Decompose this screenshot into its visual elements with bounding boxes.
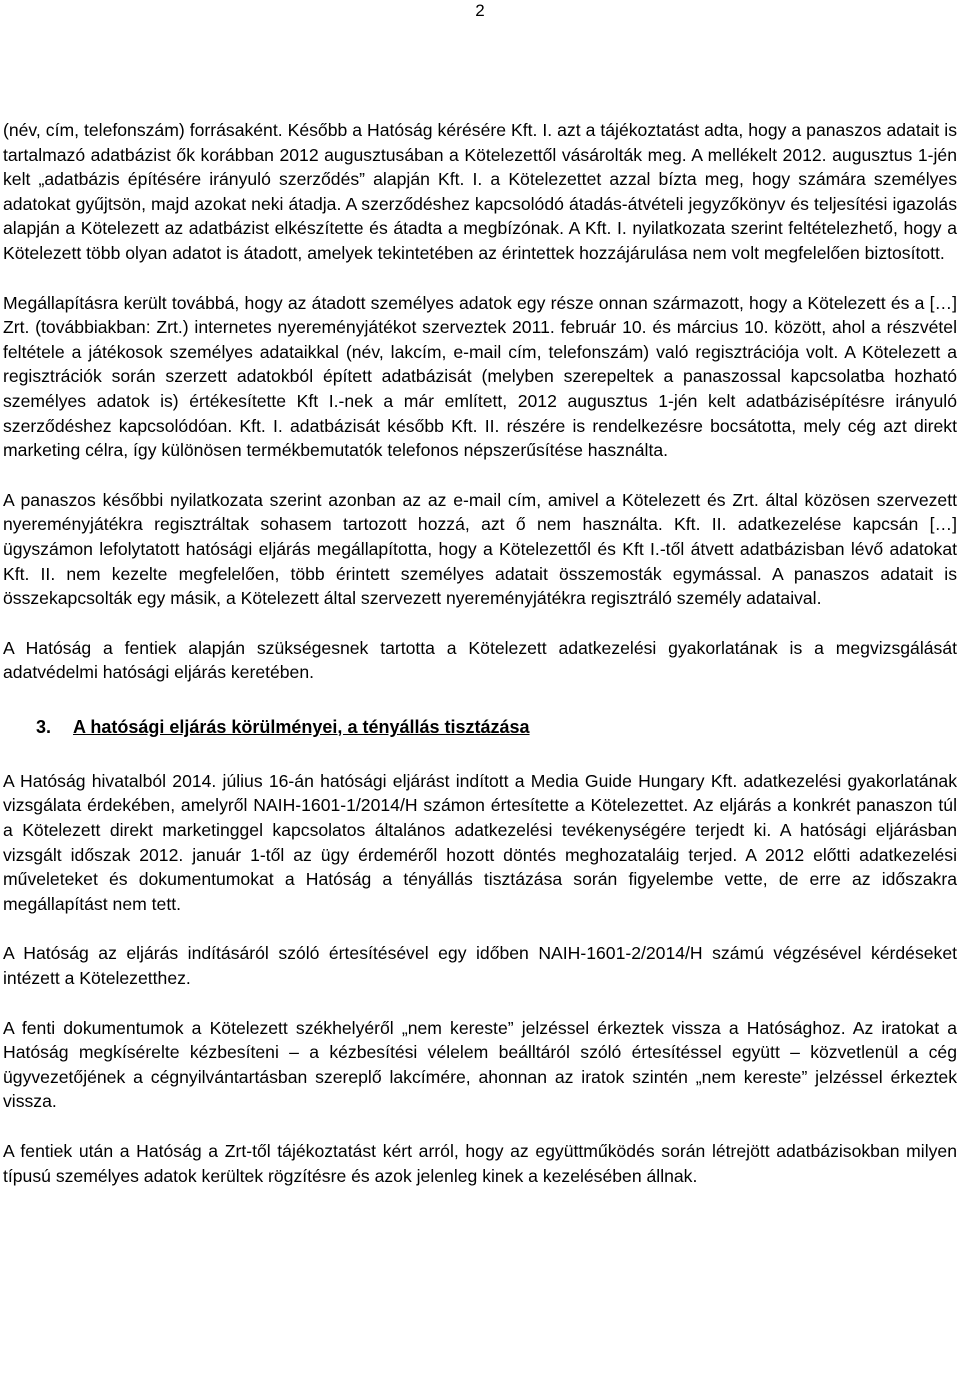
- paragraph: A Hatóság hivatalból 2014. július 16-án hatósági eljárást indított a Media Guide Hungary Kft. adatkezelési gyakorlatának vizsgálata érdekében, amelyről NAIH-1601-1/2014/H számon értesítette a Kötelezettet. Az eljárás a konkrét panaszon túl a Kötelezett direkt marketinggel kapcsolatos általános adatkezelési tevékenységére terjedt ki. A hatósági eljárásban vizsgált időszak 2012. január 1-től az ügy érdeméről hozott döntés meghozataláig terjed. A 2012 előtti adatkezelési műveleteket és dokumentumokat a Hatóság a tényállás tisztázása során figyelembe vette, de erre az időszakra megállapítást nem tett.: [3, 770, 957, 914]
- section-title: A hatósági eljárás körülményei, a tényállás tisztázása: [73, 716, 530, 737]
- paragraph: A fenti dokumentumok a Kötelezett székhelyéről „nem kereste” jelzéssel érkeztek vissza a Hatósághoz. Az iratokat a Hatóság megkísérelte kézbesíteni – a kézbesítési vélelem beálltáról szóló értesítéssel együtt – közvetlenül a cég ügyvezetőjének a cégnyilvántartásban szereplő lakcímére, ahonnan az iratok szintén „nem kereste” jelzéssel érkeztek vissza.: [3, 1017, 957, 1112]
- paragraph: A Hatóság az eljárás indításáról szóló értesítésével egy időben NAIH-1601-2/2014/H számú végzésével kérdéseket intézett a Kötelezetthez.: [3, 943, 957, 989]
- paragraph: (név, cím, telefonszám) forrásaként. Később a Hatóság kérésére Kft. I. azt a tájékoztatást adta, hogy a panaszos adatait is tartalmazó adatbázist ők korábban 2012 augusztusában a Kötelezettől vásárolták meg. A mellékelt 2012. augusztus 1-jén kelt „adatbázis építésére irányuló szerződés” alapján Kft. I. a Kötelezettet azzal bízta meg, hogy számára személyes adatokat gyűjtsön, majd azokat neki átadja. A szerződéshez kapcsolódó átadás-átvételi jegyzőkönyv és teljesítési igazolás alapján a Kötelezett az adatbázist elkészítette és átadta a megbízónak. A Kft. I. nyilatkozata szerint feltételezhető, hogy a Kötelezett több olyan adatot is átadott, amelyek tekintetében az érintettek hozzájárulása nem volt megfelelően biztosított.: [3, 120, 957, 263]
- paragraph: A Hatóság a fentiek alapján szükségesnek tartotta a Kötelezett adatkezelési gyakorlatának is a megvizsgálását adatvédelmi hatósági eljárás keretében.: [3, 637, 957, 683]
- section-number: 3.: [36, 716, 52, 737]
- document-body: [3, 118, 957, 1188]
- paragraph: Megállapításra került továbbá, hogy az átadott személyes adatok egy része onnan származott, hogy a Kötelezett és a […] Zrt. (továbbiakban: Zrt.) internetes nyereményjátékot szerveztek 2011. február 10. és március 10. között, ahol a részvétel feltétele a játékosok személyes adataikkal (név, lakcím, e-mail cím, telefonszám) való regisztrációja volt. A Kötelezett a regisztrációk során szerzett adatokból épített adatbázisát (melyben szerepeltek a panaszossal kapcsolatba hozható személyes adatok is) értékesítette Kft I.-nek a már említett, 2012 augusztus 1-jén kelt adatbázisépítésre irányuló szerződéshez kapcsolódóan. Kft. I. adatbázisát később Kft. II. részére is rendelkezésre bocsátotta, mely cég azt direkt marketing célra, így különösen termékbemutatók telefonos népszerűsítése használta.: [3, 292, 957, 461]
- section-heading: [3, 715, 957, 739]
- paragraph: A panaszos későbbi nyilatkozata szerint azonban az az e-mail cím, amivel a Kötelezett és Zrt. által közösen szervezett nyereményjátékra regisztráltak sohasem tartozott hozzá, azt ő nem használta. Kft. II. adatkezelése kapcsán […] ügyszámon lefolytatott hatósági eljárás megállapította, hogy a Kötelezettől és Kft I.-től átvett adatbázisban lévő adatokat Kft. II. nem kezelte megfelelően, több érintett személyes adatait összemosták egymással. A panaszos adatait is összekapcsolták egy másik, a Kötelezett által szervezett nyereményjátékra regisztráló személy adataival.: [3, 489, 957, 609]
- page-number: 2: [475, 1, 485, 20]
- paragraph: A fentiek után a Hatóság a Zrt-től tájékoztatást kért arról, hogy az együttműködés során létrejött adatbázisokban milyen típusú személyes adatok kerültek rögzítésre és azok jelenleg kinek a kezelésében állnak.: [3, 1141, 957, 1186]
